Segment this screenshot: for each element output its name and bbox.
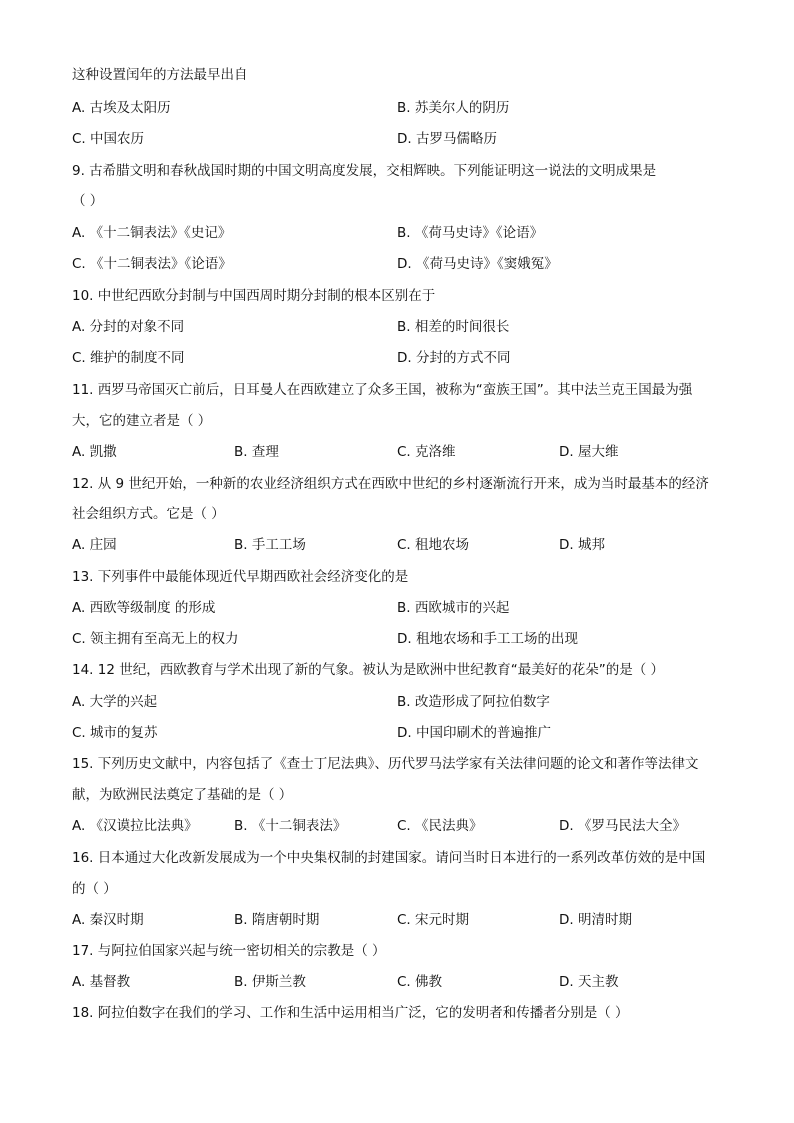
answer-option: B. 《十二铜表法》: [234, 818, 347, 834]
answer-option: A. 分封的对象不同: [72, 319, 185, 335]
answer-option: B. 相差的时间很长: [397, 319, 510, 335]
answer-option: D. 城邦: [559, 537, 605, 553]
answer-option: D. 《罗马民法大全》: [559, 818, 686, 834]
answer-option: C. 克洛维: [397, 444, 456, 460]
answer-option: C. 佛教: [397, 974, 443, 990]
answer-option: B. 伊斯兰教: [234, 974, 306, 990]
answer-option: A. 《汉谟拉比法典》: [72, 818, 198, 834]
question-text-line: 12. 从 9 世纪开始，一种新的农业经济组织方式在西欧中世纪的乡村逐渐流行开来，成为当时最基本的经济: [72, 476, 709, 492]
answer-option: A. 秦汉时期: [72, 912, 144, 928]
answer-option: A. 基督教: [72, 974, 131, 990]
answer-option: A. 西欧等级制度 的形成: [72, 600, 216, 616]
answer-option: C. 领主拥有至高无上的权力: [72, 631, 239, 647]
answer-option: C. 中国农历: [72, 131, 145, 147]
answer-option: C. 租地农场: [397, 537, 470, 553]
question-text-line: 10. 中世纪西欧分封制与中国西周时期分封制的根本区别在于: [72, 288, 436, 304]
question-text-line: 献，为欧洲民法奠定了基础的是（ ）: [72, 787, 293, 803]
answer-option: C. 维护的制度不同: [72, 350, 185, 366]
answer-option: D. 中国印刷术的普遍推广: [397, 725, 551, 741]
answer-option: C. 宋元时期: [397, 912, 470, 928]
answer-option: D. 古罗马儒略历: [397, 131, 497, 147]
answer-option: D. 明清时期: [559, 912, 632, 928]
question-text-line: 14. 12 世纪，西欧教育与学术出现了新的气象。被认为是欧洲中世纪教育“最美好的花朵”的是（ ）: [72, 662, 665, 678]
question-text-line: 15. 下列历史文献中，内容包括了《查士丁尼法典》、历代罗马法学家有关法律问题的论文和著作等法律文: [72, 756, 699, 772]
question-text-line: 这种设置闰年的方法最早出自: [72, 67, 248, 83]
answer-option: A. 古埃及太阳历: [72, 100, 171, 116]
answer-option: A. 凯撒: [72, 444, 117, 460]
answer-option: D. 租地农场和手工工场的出现: [397, 631, 578, 647]
answer-option: D. 天主教: [559, 974, 619, 990]
answer-option: D. 屋大维: [559, 444, 619, 460]
question-text-line: 的（ ）: [72, 881, 117, 897]
question-text-line: 17. 与阿拉伯国家兴起与统一密切相关的宗教是（ ）: [72, 943, 386, 959]
answer-option: B. 《荷马史诗》《论语》: [397, 225, 544, 241]
question-text-line: 13. 下列事件中最能体现近代早期西欧社会经济变化的是: [72, 569, 409, 585]
answer-option: C. 《十二铜表法》《论语》: [72, 256, 232, 272]
question-text-line: 11. 西罗马帝国灭亡前后，日耳曼人在西欧建立了众多王国，被称为“蛮族王国”。其中法兰克王国最为强: [72, 382, 693, 398]
question-text-line: 18. 阿拉伯数字在我们的学习、工作和生活中运用相当广泛，它的发明者和传播者分别是（ ）: [72, 1005, 629, 1021]
answer-option: D. 《荷马史诗》《窦娥冤》: [397, 256, 558, 272]
answer-option: B. 隋唐朝时期: [234, 912, 320, 928]
answer-option: B. 改造形成了阿拉伯数字: [397, 694, 550, 710]
question-text-line: 9. 古希腊文明和春秋战国时期的中国文明高度发展，交相辉映。下列能证明这一说法的文明成果是: [72, 163, 657, 179]
answer-option: C. 城市的复苏: [72, 725, 158, 741]
answer-option: B. 苏美尔人的阴历: [397, 100, 510, 116]
question-text-line: 大，它的建立者是（ ）: [72, 413, 212, 429]
answer-option: C. 《民法典》: [397, 818, 483, 834]
question-text-line: 16. 日本通过大化改新发展成为一个中央集权制的封建国家。请问当时日本进行的一系列改革仿效的是中国: [72, 850, 706, 866]
answer-option: A. 《十二铜表法》《史记》: [72, 225, 232, 241]
answer-option: B. 西欧城市的兴起: [397, 600, 510, 616]
answer-option: D. 分封的方式不同: [397, 350, 511, 366]
answer-option: A. 庄园: [72, 537, 117, 553]
answer-option: B. 查理: [234, 444, 279, 460]
answer-option: A. 大学的兴起: [72, 694, 158, 710]
answer-option: B. 手工工场: [234, 537, 306, 553]
question-text-line: （ ）: [72, 193, 104, 209]
question-text-line: 社会组织方式。它是（ ）: [72, 506, 225, 522]
